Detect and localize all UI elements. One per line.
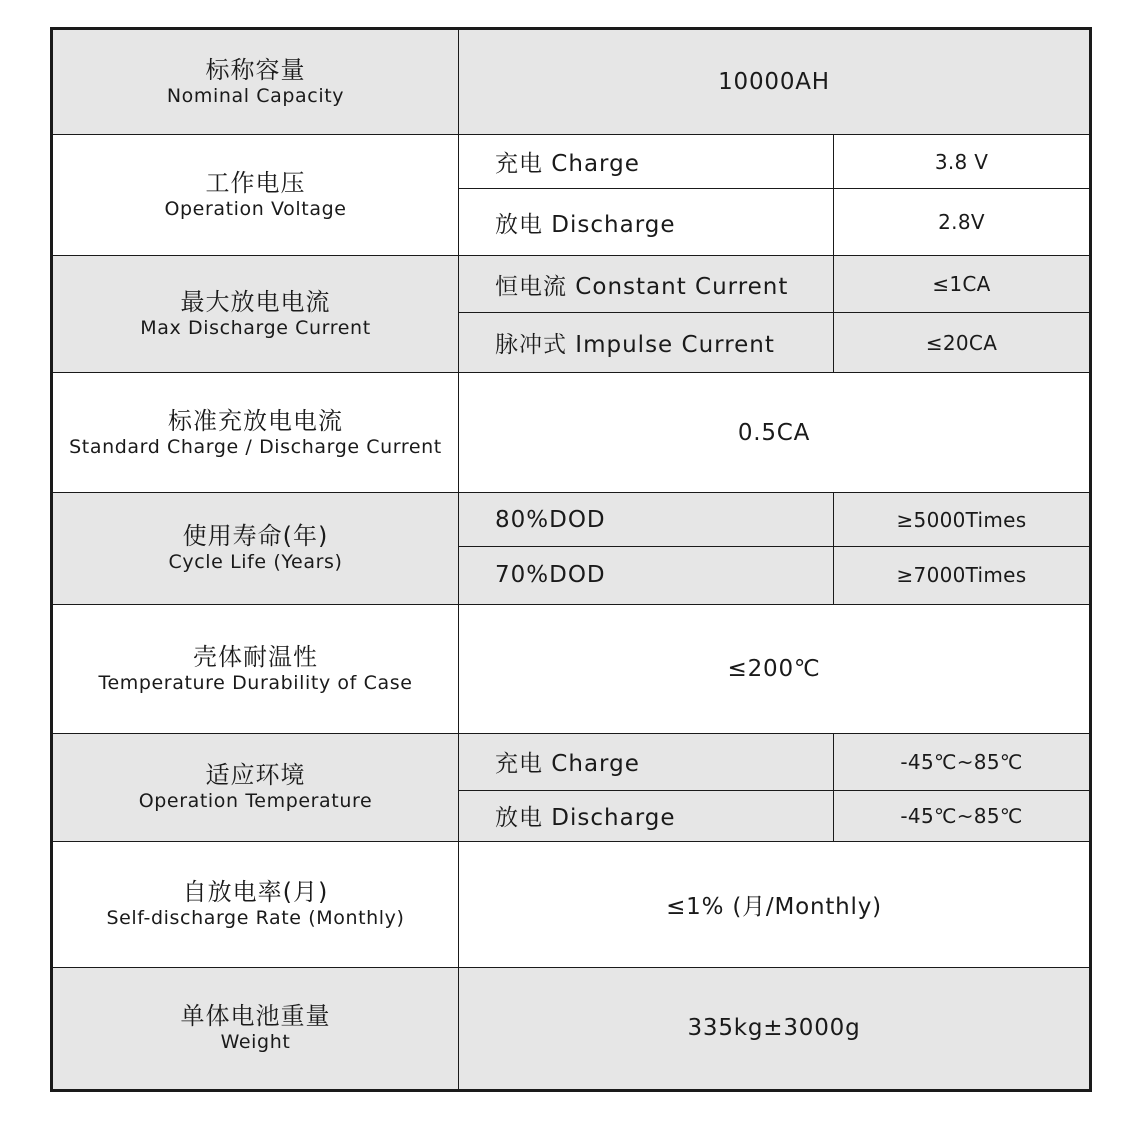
constant-current-value: ≤1CA xyxy=(834,256,1091,313)
nominal-capacity-value: 10000AH xyxy=(459,29,1091,135)
self-discharge-value: ≤1% (月/Monthly) xyxy=(459,841,1091,967)
impulse-current-label: 脉冲式 Impulse Current xyxy=(459,313,834,373)
cycle-80dod-value: ≥5000Times xyxy=(834,493,1091,547)
temp-discharge-label: 放电 Discharge xyxy=(459,790,834,841)
self-discharge-label-zh: 自放电率(月) xyxy=(182,878,329,907)
cycle-70dod-value: ≥7000Times xyxy=(834,547,1091,604)
row-operation-temp-charge xyxy=(52,733,1091,790)
operation-voltage-label-zh: 工作电压 xyxy=(205,169,306,198)
weight-label xyxy=(52,967,459,1090)
nominal-capacity-label-zh: 标称容量 xyxy=(205,56,306,85)
cycle-80dod-label: 80%DOD xyxy=(459,493,834,547)
operation-temperature-label-en: Operation Temperature xyxy=(138,790,373,813)
operation-temperature-label-zh: 适应环境 xyxy=(205,761,306,790)
self-discharge-label-en: Self-discharge Rate (Monthly) xyxy=(106,907,405,930)
weight-label-zh: 单体电池重量 xyxy=(180,1002,331,1031)
nominal-capacity-label xyxy=(52,29,459,135)
row-weight xyxy=(52,967,1091,1090)
max-discharge-current-label-zh: 最大放电电流 xyxy=(180,288,331,317)
temp-discharge-value: -45℃~85℃ xyxy=(834,790,1091,841)
cycle-life-label-zh: 使用寿命(年) xyxy=(182,522,329,551)
voltage-discharge-label: 放电 Discharge xyxy=(459,189,834,256)
case-temperature-label-zh: 壳体耐温性 xyxy=(193,642,318,671)
temp-charge-value: -45℃~85℃ xyxy=(834,733,1091,790)
case-temperature-value: ≤200℃ xyxy=(459,604,1091,733)
standard-current-label xyxy=(52,373,459,493)
row-nominal-capacity xyxy=(52,29,1091,135)
voltage-discharge-value: 2.8V xyxy=(834,189,1091,256)
row-case-temperature xyxy=(52,604,1091,733)
standard-current-label-en: Standard Charge / Discharge Current xyxy=(69,435,442,458)
cycle-life-label-en: Cycle Life (Years) xyxy=(168,551,343,574)
temp-charge-label: 充电 Charge xyxy=(459,733,834,790)
nominal-capacity-label-en: Nominal Capacity xyxy=(166,85,345,108)
cycle-life-label xyxy=(52,493,459,604)
standard-current-label-zh: 标准充放电电流 xyxy=(168,406,343,435)
row-operation-voltage-charge xyxy=(52,135,1091,189)
impulse-current-value: ≤20CA xyxy=(834,313,1091,373)
operation-temperature-label xyxy=(52,733,459,841)
self-discharge-label xyxy=(52,841,459,967)
battery-spec-table xyxy=(50,27,1092,1092)
operation-voltage-label xyxy=(52,135,459,256)
cycle-70dod-label: 70%DOD xyxy=(459,547,834,604)
standard-current-value: 0.5CA xyxy=(459,373,1091,493)
max-discharge-current-label-en: Max Discharge Current xyxy=(140,317,371,340)
case-temperature-label-en: Temperature Durability of Case xyxy=(98,671,413,694)
constant-current-label: 恒电流 Constant Current xyxy=(459,256,834,313)
row-standard-current xyxy=(52,373,1091,493)
row-self-discharge xyxy=(52,841,1091,967)
row-max-discharge-constant xyxy=(52,256,1091,313)
row-cycle-life-80 xyxy=(52,493,1091,547)
voltage-charge-label: 充电 Charge xyxy=(459,135,834,189)
weight-value: 335kg±3000g xyxy=(459,967,1091,1090)
operation-voltage-label-en: Operation Voltage xyxy=(164,198,347,221)
max-discharge-current-label xyxy=(52,256,459,373)
case-temperature-label xyxy=(52,604,459,733)
weight-label-en: Weight xyxy=(220,1031,291,1054)
voltage-charge-value: 3.8 V xyxy=(834,135,1091,189)
